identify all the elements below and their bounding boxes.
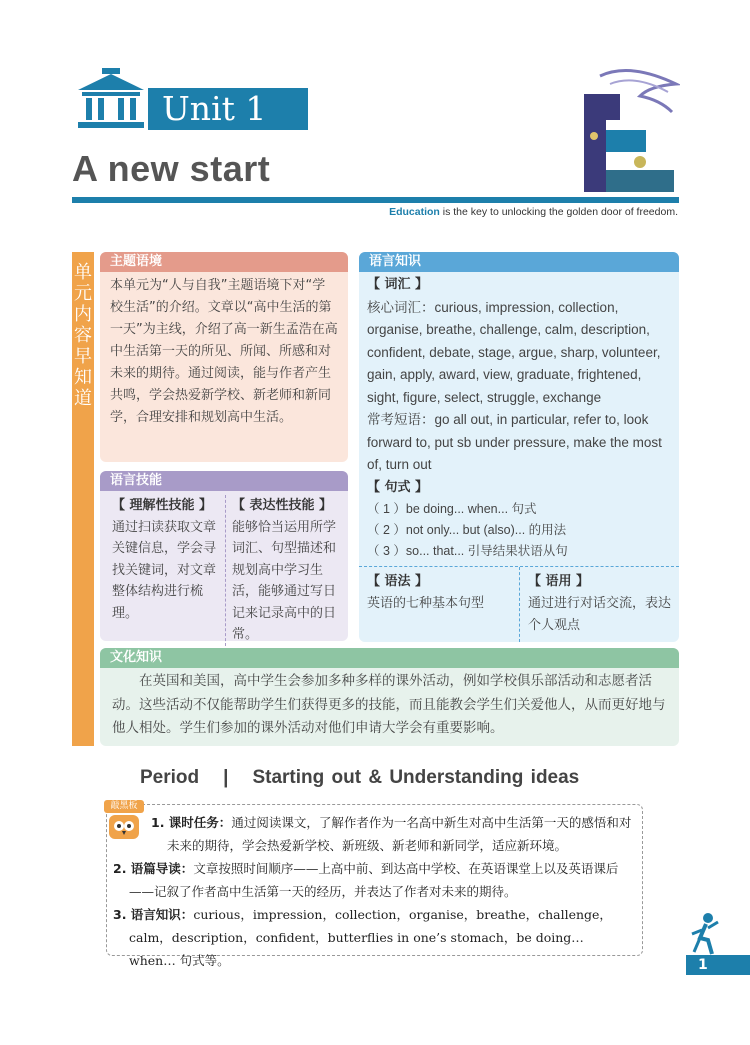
grammar-heading: 【 语法 】 — [367, 574, 429, 589]
page-number: 1 — [686, 955, 750, 975]
skills-panel — [100, 471, 348, 641]
core-words-list: curious, impression, collection, organise, breathe, challenge, calm, description, confident, debate, stage, argue, sharp, volunteer, gain, apply, award, view, graduate, frightened, sight, figure, select, struggle, exchange — [367, 299, 661, 405]
usage-body: 通过进行对话交流，表达个人观点 — [528, 596, 672, 633]
comprehension-body: 通过扫读获取文章关键信息，学会寻找关键词，对文章整体结构进行梳理。 — [112, 519, 217, 621]
theme-panel — [100, 252, 348, 462]
grammar-usage-row — [359, 566, 679, 642]
unit-label: Unit 1 — [148, 88, 308, 130]
period-label: Period — [140, 767, 200, 788]
comprehension-skills — [106, 495, 225, 646]
side-tab: 单元内容早知道 — [72, 252, 94, 746]
task-box — [106, 804, 643, 968]
task-list — [113, 811, 634, 972]
theme-body: 本单元为“人与自我”主题语境下对“学校生活”的介绍。文章以“高中生活的第一天”为主线，介绍了高一新生孟浩在高中生活第一天的所见、所闻、所感和对未来的期待。通过阅读，能与作者产生共鸣，学会热爱新学校、新老师和新同学，合理安排和规划高中生活。 — [110, 278, 338, 425]
language-heading: 语言知识 — [359, 252, 679, 272]
period-heading — [140, 767, 579, 789]
grammar-cell — [359, 567, 519, 642]
sentence-heading: 【 句式 】 — [367, 479, 429, 495]
theme-heading: 主题语境 — [100, 252, 348, 272]
sentence-item: （ 2 ）not only... but (also)... 的用法 — [367, 523, 567, 537]
sentence-item: （ 3 ）so... that... 引导结果状语从句 — [367, 544, 568, 558]
sentence-item: （ 1 ）be doing... when... 句式 — [367, 502, 537, 516]
culture-panel — [100, 648, 679, 746]
language-panel — [359, 252, 679, 642]
usage-heading: 【 语用 】 — [528, 574, 590, 589]
phrases-label: 常考短语： — [367, 412, 435, 427]
phrases — [367, 409, 671, 477]
task-label: 2. 语篇导读： — [113, 861, 194, 876]
task-item — [113, 857, 634, 903]
task-text: 通过阅读课文，了解作者作为一名高中新生对高中生活第一天的感悟和对未来的期待，学会热爱新学校、新班级、新老师和新同学，适应新环境。 — [167, 815, 632, 853]
page-title: A new start — [72, 148, 271, 189]
task-item — [151, 811, 634, 857]
core-words — [367, 297, 671, 410]
letter-e-illustration-icon — [580, 66, 680, 196]
badge-label: 敲黑板 — [104, 800, 144, 813]
motto-text: is the key to unlocking the golden door of freedom. — [439, 206, 678, 218]
owl-icon — [108, 814, 140, 840]
motto — [380, 206, 678, 218]
expression-heading: 【 表达性技能 】 — [232, 498, 333, 513]
expression-body: 能够恰当运用所学词汇、句型描述和规划高中学习生活，能够通过写日记来记录高中的日常。 — [232, 519, 337, 642]
culture-body: 在英国和美国，高中学生会参加多种多样的课外活动，例如学校俱乐部活动和志愿者活动。这些活动不仅能帮助学生们获得更多的技能，而且能教会学生们关爱他人，从而更好地与他人相处。学生们参加的课外活动对他们申请大学会有重要影响。 — [112, 673, 666, 736]
task-text: 文章按照时间顺序——上高中前、到达高中学校、在英语课堂上以及英语课后——记叙了作者高中生活第一天的经历，并表达了作者对未来的期待。 — [129, 861, 619, 899]
comprehension-heading: 【 理解性技能 】 — [112, 498, 213, 513]
expression-skills — [225, 495, 344, 646]
runner-icon — [690, 912, 722, 956]
motto-keyword: Education — [389, 206, 440, 218]
period-number: | — [223, 767, 229, 788]
school-building-icon — [72, 68, 150, 130]
vocab-heading: 【 词汇 】 — [367, 277, 429, 292]
task-label: 3. 语言知识： — [113, 907, 194, 922]
title-rule — [72, 197, 679, 203]
culture-heading: 文化知识 — [100, 648, 679, 668]
grammar-body: 英语的七种基本句型 — [367, 596, 485, 611]
skills-heading: 语言技能 — [100, 471, 348, 491]
phrases-list: go all out, in particular, refer to, look forward to, put sb under pressure, make the most of, turn out — [367, 412, 662, 472]
usage-cell — [519, 567, 679, 642]
task-item — [113, 903, 634, 972]
task-text: curious，impression，collection，organise，breathe，challenge，calm，description，confident，butterflies in one’s stomach，be doing… when… 句式等。 — [129, 907, 612, 968]
core-words-label: 核心词汇： — [367, 299, 435, 315]
badge — [104, 800, 144, 840]
period-subtitle: Starting out & Understanding ideas — [252, 767, 580, 788]
task-label: 1. 课时任务： — [151, 815, 232, 830]
